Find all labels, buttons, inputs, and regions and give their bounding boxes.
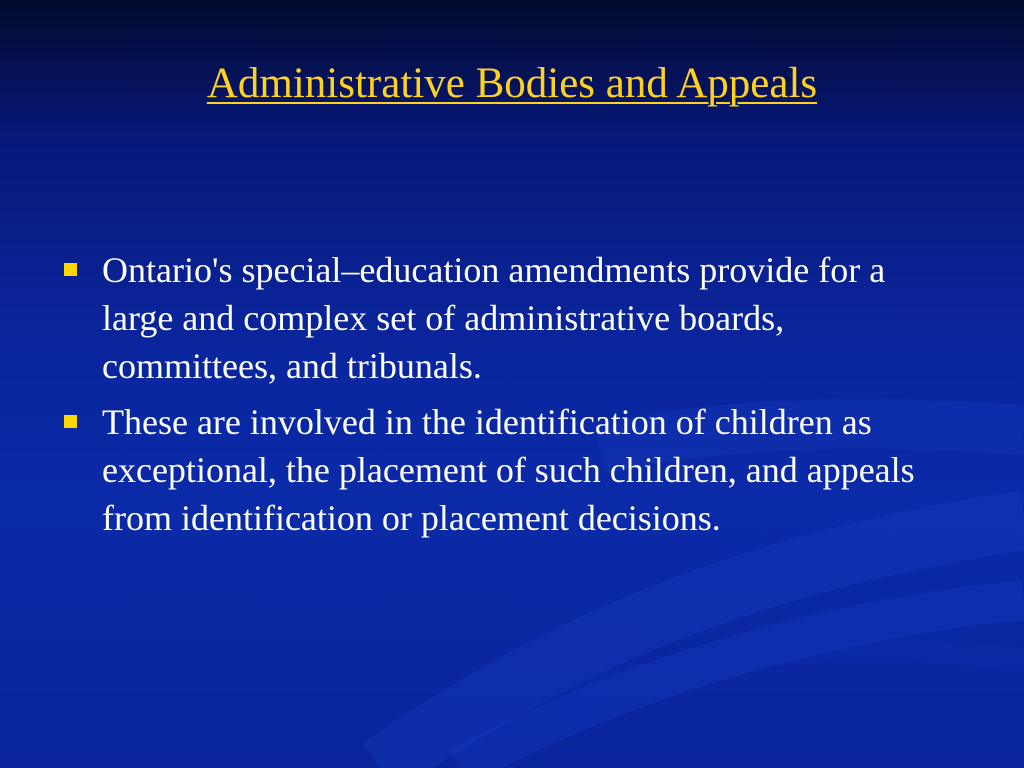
- square-bullet-icon: [64, 263, 77, 276]
- bullet-text: Ontario's special–education amendments provide for a large and complex set of administrative boards, committees, and tribunals.: [102, 250, 886, 386]
- bullet-text: These are involved in the identification of children as exceptional, the placement of such children, and appeals from identification or placement decisions.: [102, 402, 915, 538]
- bullet-item: [62, 398, 942, 542]
- square-bullet-icon: [64, 415, 77, 428]
- bullet-list: [62, 246, 942, 550]
- bullet-item: [62, 246, 942, 390]
- slide-title: Administrative Bodies and Appeals: [206, 60, 818, 107]
